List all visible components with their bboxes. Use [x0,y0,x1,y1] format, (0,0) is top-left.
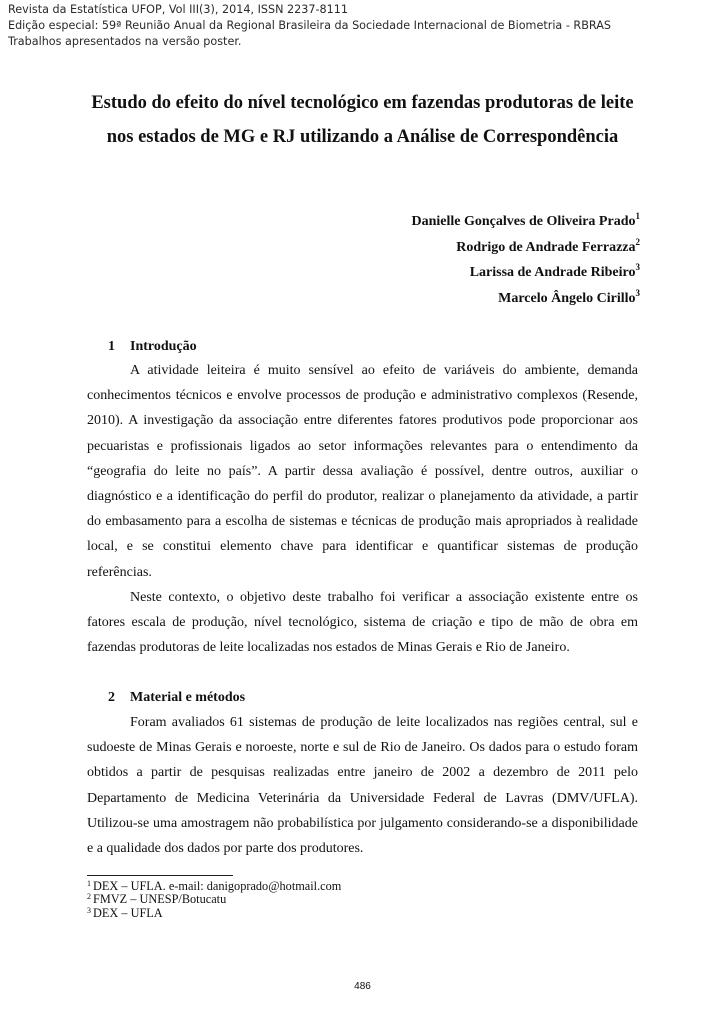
author-name: Rodrigo de Andrade Ferrazza [456,239,636,255]
section-number: 2 [108,690,115,705]
author-name: Marcelo Ângelo Cirillo [498,290,636,306]
page-number: 486 [354,981,371,992]
footnote [87,907,341,920]
affiliation-mark: 1 [635,211,640,221]
paper-title: Estudo do efeito do nível tecnológico em fazendas produtoras de leite nos estados de MG e RJ utilizando a Análise de Correspondência [91,93,634,147]
journal-header [8,2,718,51]
footnote-mark: 2 [87,892,91,902]
section-heading-introducao [108,338,197,356]
footnote-divider [87,875,233,876]
footnote [87,880,341,893]
footnote-mark: 3 [87,905,91,915]
section-title: Material e métodos [130,690,246,705]
section-heading-material-metodos [108,689,245,707]
footnote-text: DEX – UFLA. e-mail: danigoprado@hotmail.com [93,879,342,893]
author [412,209,640,235]
affiliation-mark: 2 [635,236,640,247]
author [412,235,640,261]
methods-body [87,710,638,861]
paragraph: Neste contexto, o objetivo deste trabalho foi verificar a associação existente entre os fatores escala de produção, nível tecnológico, sistema de criação e tipo de mão de obra em fazendas produtoras de leite localizadas nos estados de Minas Gerais e Rio de Janeiro. [87,589,638,656]
introduction-body [87,358,638,660]
section-title: Introdução [130,339,197,354]
footnotes [87,880,341,920]
poster-note: Trabalhos apresentados na versão poster. [8,35,242,49]
author [412,286,640,312]
author-list [412,209,640,311]
special-edition-note: Edição especial: 59ª Reunião Anual da Regional Brasileira da Sociedade Internacional de Biometria - RBRAS [8,19,611,33]
footnote [87,893,341,906]
paragraph: Foram avaliados 61 sistemas de produção de leite localizados nas regiões central, sul e sudoeste de Minas Gerais e noroeste, norte e sul de Rio de Janeiro. Os dados para o estudo foram obtidos a partir de pesquisas realizadas entre janeiro de 2002 a dezembro de 2011 pelo Departamento de Medicina Veterinária da Universidade Federal de Lavras (DMV/UFLA). Utilizou-se uma amostragem não probabilística por julgamento considerando-se a disponibilidade e a qualidade dos dados por parte dos produtores. [87,715,638,857]
footnote-text: FMVZ – UNESP/Botucatu [93,892,227,907]
paragraph: A atividade leiteira é muito sensível ao efeito de variáveis do ambiente, demanda conhecimentos técnicos e envolve processos de produção e administrativo complexos (Resende, 2010). A investigação da associação entre diferentes fatores produtivos pode proporcionar aos pecuaristas e profissionais ligados ao setor informações relevantes para o entendimento da “geografia do leite no país”. A partir dessa avaliação é possível, dentre outros, auxiliar o diagnóstico e a identificação do perfil do produtor, realizar o planejamento da atividade, a partir do embasamento para a escolha de sistemas e técnicas de produção mais apropriados à realidade local, e se constitui elemento chave para identificar e quantificar sistemas de produção referências. [87,363,638,580]
author-name: Larissa de Andrade Ribeiro [469,265,636,280]
journal-citation: Revista da Estatística UFOP, Vol III(3), 2014, ISSN 2237-8111 [8,3,348,16]
author [412,260,640,286]
author-name: Danielle Gonçalves de Oliveira Prado [411,214,636,229]
affiliation-mark: 3 [635,287,640,298]
footnote-mark: 1 [87,879,91,888]
section-number: 1 [108,339,115,354]
footnote-text: DEX – UFLA [93,905,163,920]
affiliation-mark: 3 [635,262,640,272]
